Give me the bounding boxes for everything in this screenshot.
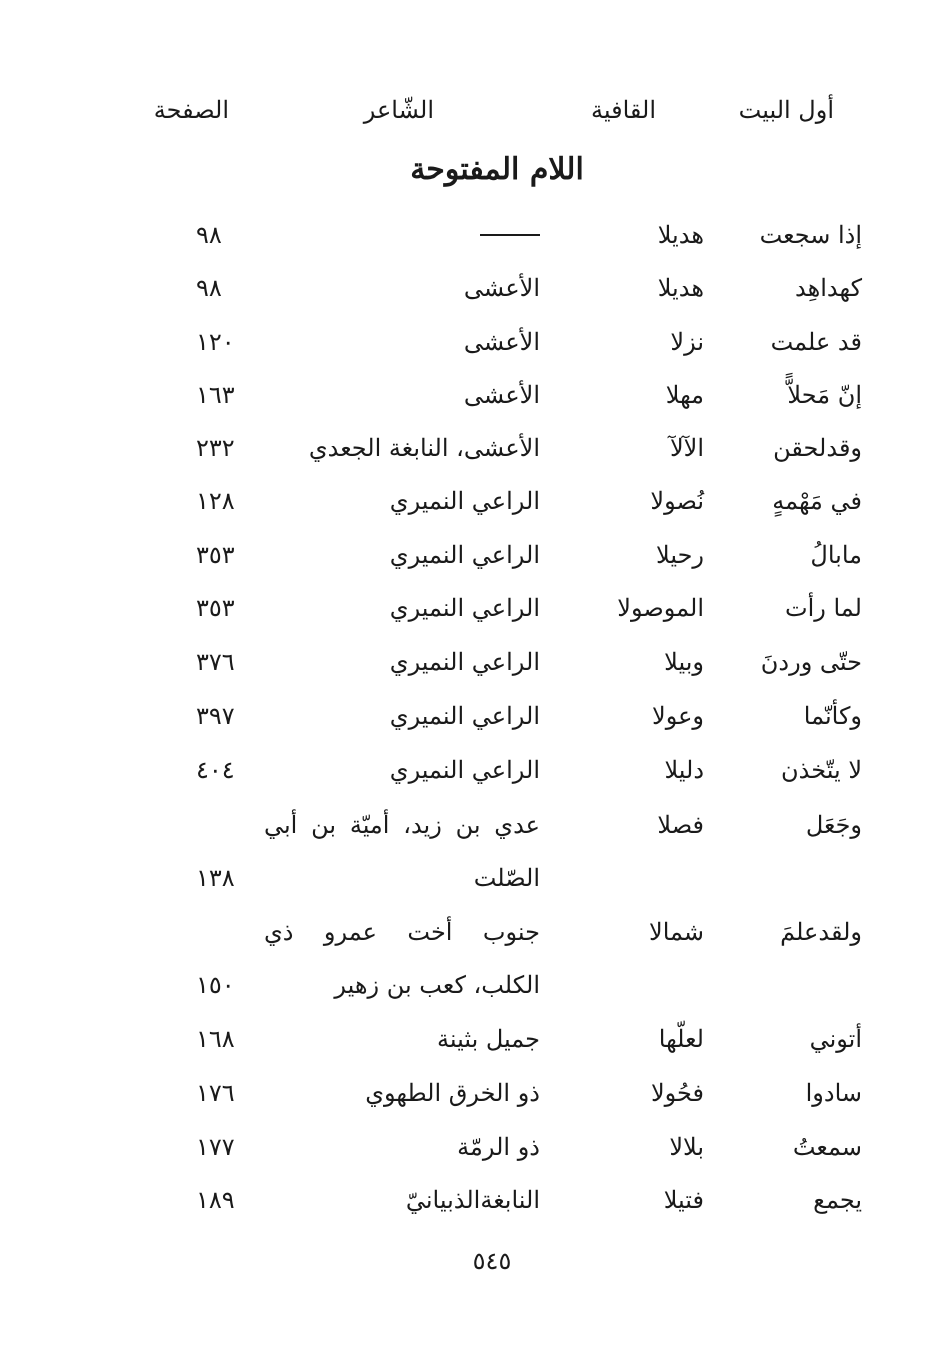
poet-cell: جنوب أخت عمرو ذي [264,918,540,946]
poet-cell: الكلب، كعب بن زهير [334,971,540,999]
page-cell: ١٢٠ [196,328,235,356]
poet-cell: الراعي النميري [389,541,540,569]
first-verse-cell: ولقدعلمَ [780,918,862,946]
poet-cell: الأعشى، النابغة الجعدي [308,434,540,462]
table-row [0,642,944,682]
page-cell: ١٣٨ [196,864,235,892]
rhyme-cell: فتيلا [663,1186,704,1214]
first-verse-cell: أتوني [809,1025,862,1053]
table-row [0,1180,944,1220]
table-row [0,215,944,255]
table-row [0,912,944,952]
page-cell: ١٥٠ [196,971,235,999]
table-row [0,535,944,575]
page-cell: ١٧٦ [196,1079,235,1107]
rhyme-cell: هديلا [657,274,704,302]
first-verse-cell: إذا سجعت [759,221,862,249]
table-row [0,750,944,790]
table-row [0,481,944,521]
first-verse-cell: مابالُ [810,541,862,569]
poet-cell: الراعي النميري [389,702,540,730]
page-cell: ٤٠٤ [196,756,235,784]
first-verse-cell: لما رأت [785,594,862,622]
page-cell: ٣٥٣ [196,594,235,622]
rhyme-cell: وبيلا [664,648,704,676]
poet-cell: جميل بثينة [436,1025,540,1053]
page-cell: ٣٩٧ [196,702,235,730]
rhyme-cell: وعولا [652,702,704,730]
rhyme-cell: الآلآ [669,434,704,462]
poet-cell: عدي بن زيد، أميّة بن أبي [264,811,540,839]
poet-cell: ذو الخرق الطهوي [365,1079,540,1107]
first-verse-cell: وكأنّما [803,702,862,730]
poet-cell: الأعشى [463,274,540,302]
page-cell: ٣٥٣ [196,541,235,569]
table-row [0,428,944,468]
table-row [0,805,944,845]
page-number: ٥٤٥ [472,1247,512,1275]
first-verse-cell: وقدلحقن [773,434,862,462]
header-poet: الشّاعر [363,96,434,124]
header-page: الصفحة [153,96,229,124]
page-cell: ٢٣٢ [196,434,235,462]
page-cell: ١٦٣ [196,381,235,409]
poet-cell: النابغةالذبيانيّ [405,1186,540,1214]
page-cell: ١٨٩ [196,1186,235,1214]
table-row [0,1073,944,1113]
poet-cell: الراعي النميري [389,487,540,515]
page-cell: ٣٧٦ [196,648,235,676]
first-verse-cell: في مَهْمهٍ [772,487,862,515]
rhyme-cell: فصلا [657,811,704,839]
first-verse-cell: سادوا [805,1079,862,1107]
table-row [0,696,944,736]
table-row [0,858,944,898]
rhyme-cell: مهلا [665,381,704,409]
poet-cell: ذو الرمّة [457,1133,540,1161]
first-verse-cell: كهداهِد [794,274,862,302]
first-verse-cell: حتّى وردنَ [760,648,862,676]
header-rhyme: القافية [590,96,656,124]
rhyme-cell: بلالا [669,1133,704,1161]
first-verse-cell: يجمع [813,1186,862,1214]
first-verse-cell: قد علمت [770,328,862,356]
rhyme-cell: دليلا [664,756,704,784]
table-row [0,965,944,1005]
rhyme-cell: الموصولا [617,594,704,622]
table-row [0,1127,944,1167]
page-cell: ١٢٨ [196,487,235,515]
rhyme-cell: لعلّها [658,1025,704,1053]
rhyme-cell: رحيلا [656,541,704,569]
section-title: اللام المفتوحة [410,152,584,187]
first-verse-cell: وجَعَل [805,811,862,839]
table-row [0,268,944,308]
table-row [0,1019,944,1059]
poet-cell: الأعشى [463,381,540,409]
rhyme-cell: هديلا [657,221,704,249]
rhyme-cell: نزلا [670,328,704,356]
rhyme-cell: شمالا [649,918,704,946]
poet-cell: الصّلت [473,864,540,892]
table-row [0,322,944,362]
table-row [0,375,944,415]
unknown-poet-dash [480,234,540,236]
first-verse-cell: إنّ مَحلاًّ [787,381,862,409]
page-cell: ٩٨ [196,274,222,302]
page-cell: ١٦٨ [196,1025,235,1053]
rhyme-cell: نُصولا [650,487,704,515]
poet-cell: الأعشى [463,328,540,356]
poet-cell: الراعي النميري [389,756,540,784]
first-verse-cell: سمعتُ [792,1133,862,1161]
poet-cell: الراعي النميري [389,594,540,622]
first-verse-cell: لا يتّخذن [781,756,862,784]
rhyme-cell: فحُولا [650,1079,704,1107]
page-cell: ١٧٧ [196,1133,235,1161]
page-cell: ٩٨ [196,221,222,249]
header-first-verse: أول البيت [738,96,834,124]
poet-cell: الراعي النميري [389,648,540,676]
table-row [0,588,944,628]
